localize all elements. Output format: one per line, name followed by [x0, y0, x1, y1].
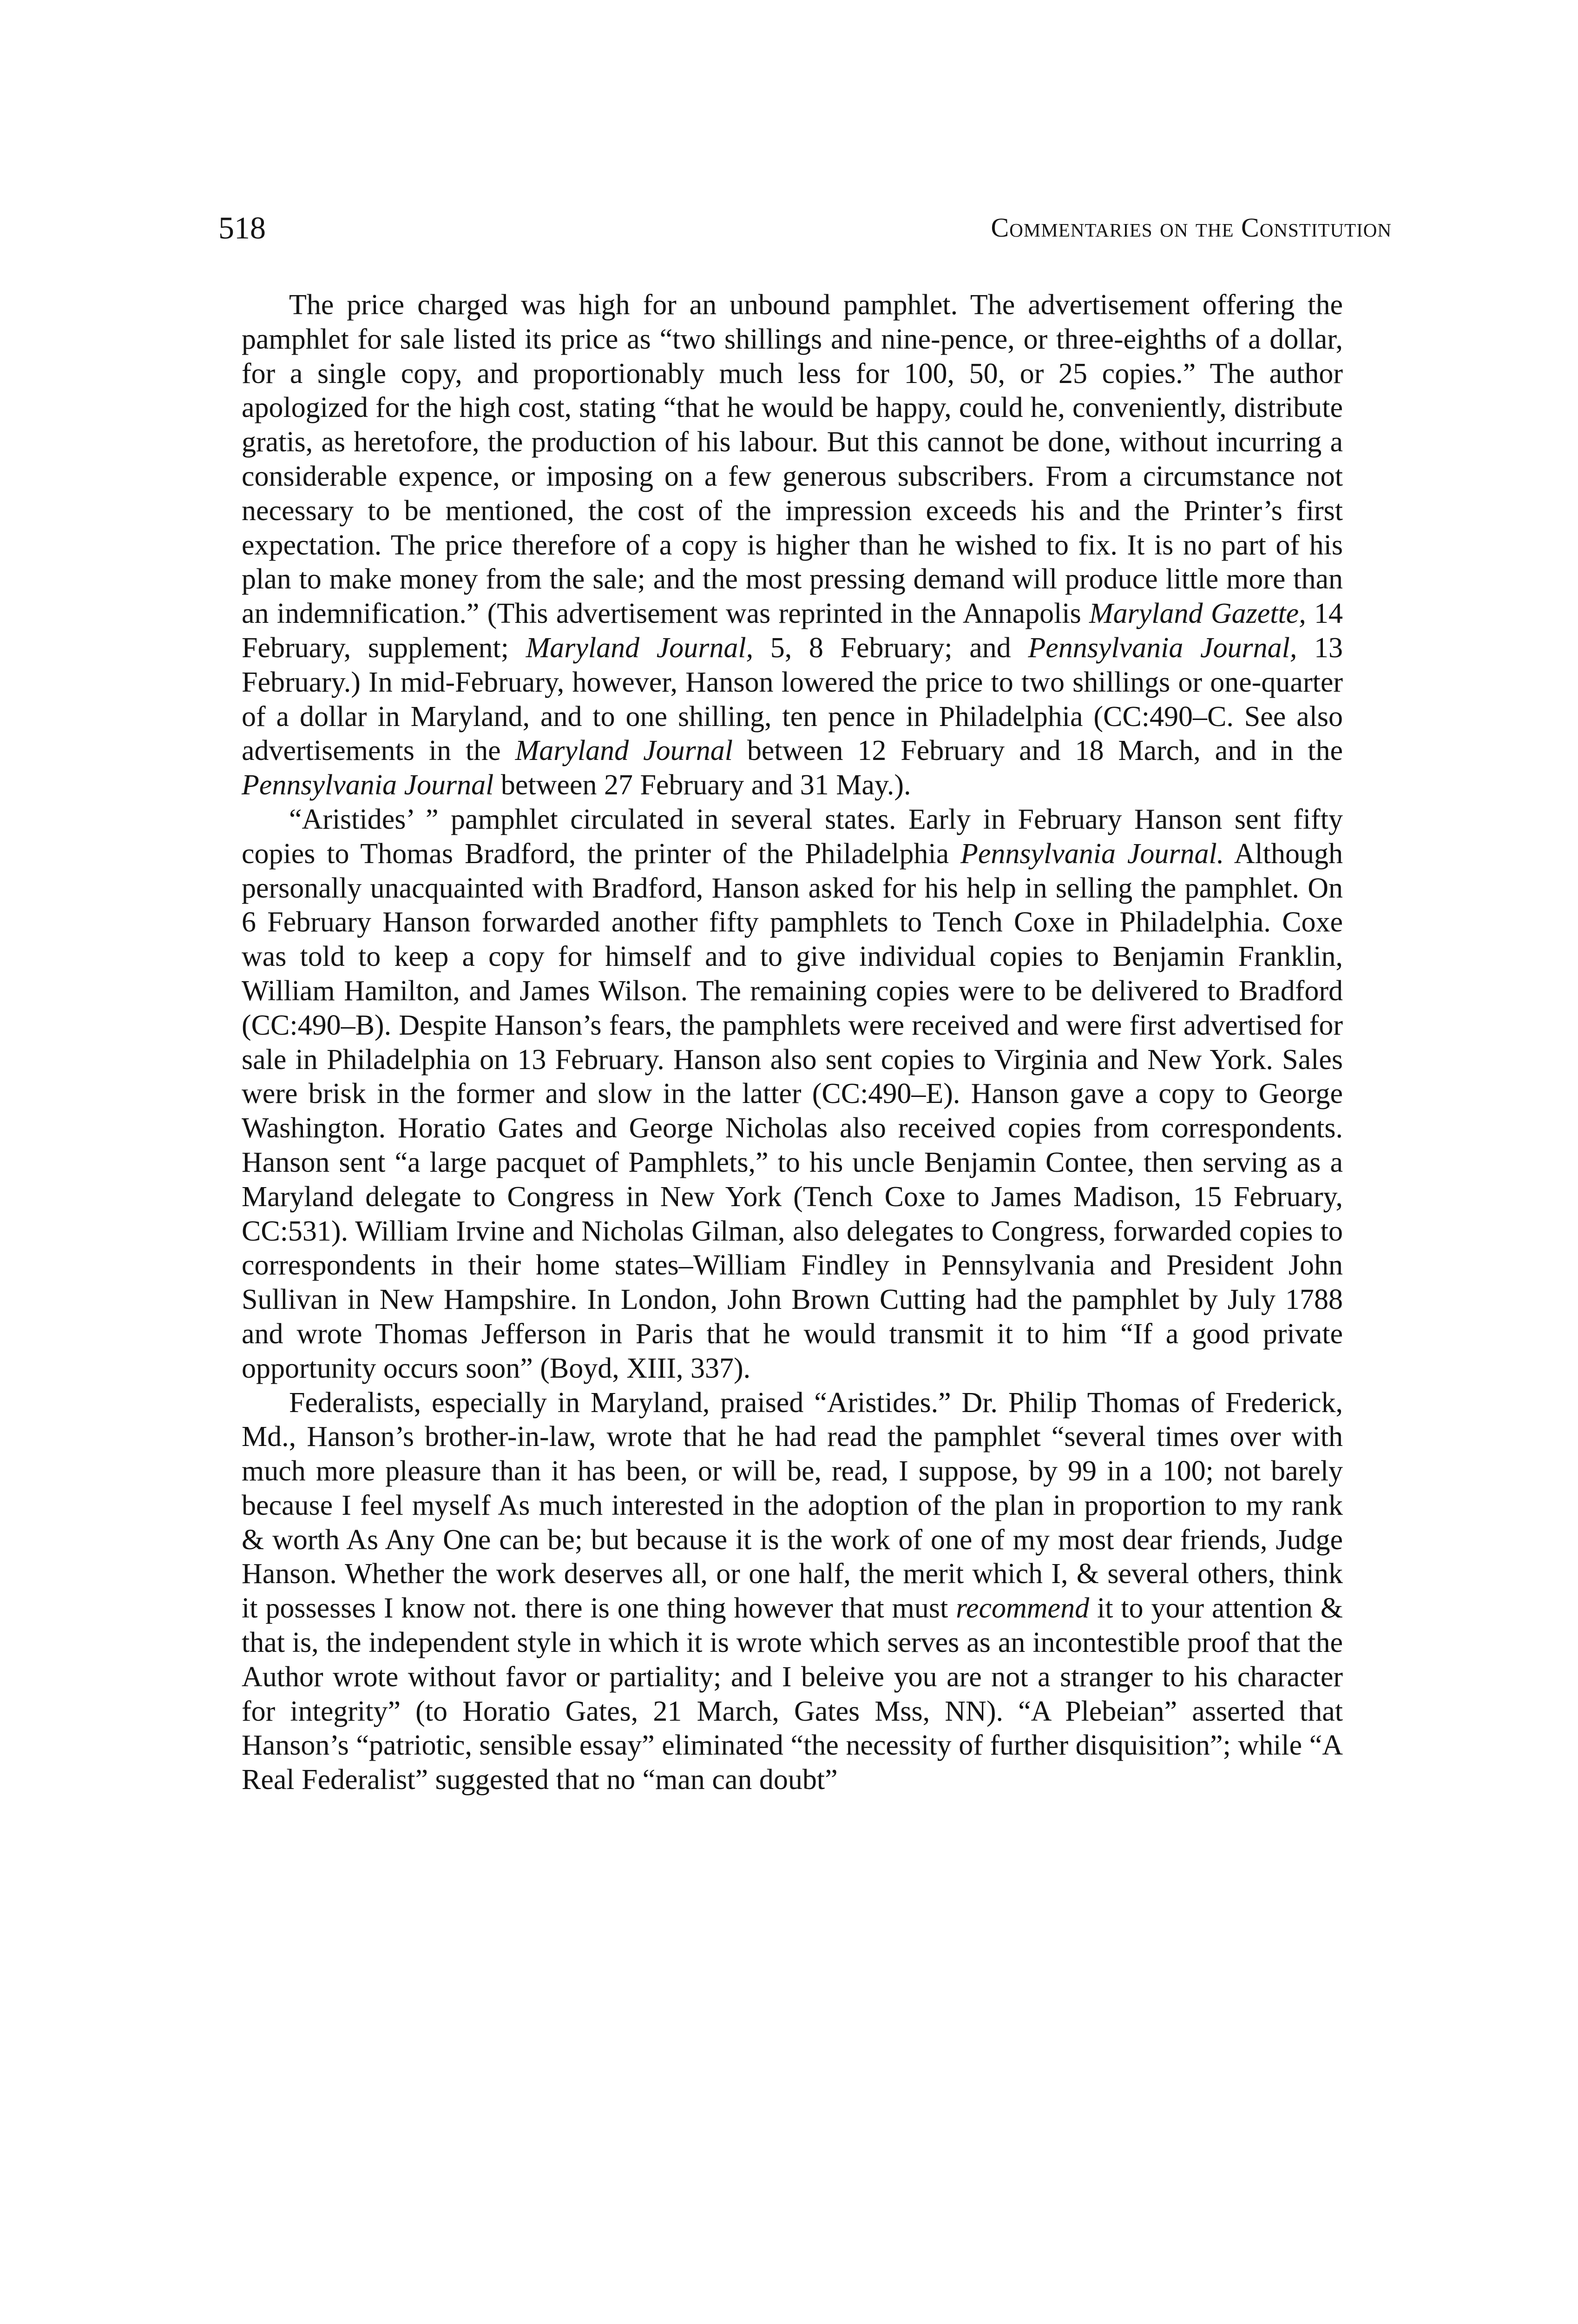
text-segment: 14 February, supplement; [242, 598, 1343, 664]
italic-text-segment: Pennsylvania Journal, [1028, 632, 1297, 664]
text-segment: between 27 February and 31 May.). [493, 769, 911, 801]
page-number: 518 [218, 210, 266, 245]
italic-text-segment: recommend [956, 1592, 1090, 1624]
italic-text-segment: Maryland Gazette, [1089, 598, 1306, 630]
paragraph-price [242, 288, 1343, 803]
italic-text-segment: Maryland Journal [515, 735, 733, 767]
text-segment: between 12 February and 18 March, and in the [732, 735, 1343, 767]
paragraph-praise [242, 1386, 1343, 1798]
text-segment: it to your attention & that is, the independent style in which it is wrote which serves as an incontestible proof that the Author wrote without favor or partiality; and I beleive you are not a stranger to his character for integrity” (to Horatio Gates, 21 March, Gates Mss, NN). “A Plebeian” asserted that Hanson’s “patriotic, sensible essay” eliminated “the necessity of further disquisition”; while “A Real Federalist” suggested that no “man can doubt” [242, 1592, 1343, 1796]
text-segment: The price charged was high for an unbound pamphlet. The advertisement offering the pamphlet for sale listed its price as “two shillings and nine-pence, or three-eighths of a dollar, for a single copy, and proportionably much less for 100, 50, or 25 copies.” The author apologized for the high cost, stating “that he would be happy, could he, conveniently, distribute gratis, as heretofore, the production of his labour. But this cannot be done, without incurring a considerable expence, or imposing on a few generous subscribers. From a circumstance not necessary to be mentioned, the cost of the impression exceeds his and the Printer’s first expectation. The price therefore of a copy is higher than he wished to fix. It is no part of his plan to make money from the sale; and the most pressing demand will produce little more than an indemnification.” (This advertisement was reprinted in the Annapolis [242, 289, 1343, 630]
italic-text-segment: Pennsylvania Journal. [960, 838, 1224, 870]
text-segment: “Aristides’ ” pamphlet circulated in several states. Early in February Hanson sent fifty copies to Thomas Bradford, the printer of the Philadelphia [242, 803, 1343, 870]
text-segment: Federalists, especially in Maryland, praised “Aristides.” Dr. Philip Thomas of Frederick, Md., Hanson’s brother-in-law, wrote that he had read the pamphlet “several times over with much more pleasure than it has been, or will be, read, I suppose, by 99 in a 100; not barely because I feel myself As much interested in the adoption of the plan in proportion to my rank & worth As Any One can be; but because it is the work of one of my most dear friends, Judge Hanson. Whether the work deserves all, or one half, the merit which I, & several others, think it possesses I know not. there is one thing however that must [242, 1386, 1343, 1624]
italic-text-segment: Pennsylvania Journal [242, 769, 494, 801]
italic-text-segment: Maryland Journal, [526, 632, 754, 664]
text-segment: 5, 8 February; and [753, 632, 1028, 664]
page-header [218, 207, 1392, 249]
body-text [242, 288, 1343, 1797]
paragraph-circulation [242, 803, 1343, 1386]
text-segment: Although personally unacquainted with Bradford, Hanson asked for his help in selling the pamphlet. On 6 February Hanson forwarded another fifty pamphlets to Tench Coxe in Philadelphia. Coxe was told to keep a copy for himself and to give individual copies to Benjamin Franklin, William Hamilton, and James Wilson. The remaining copies were to be delivered to Bradford (CC:490–B). Despite Hanson’s fears, the pamphlets were received and were first advertised for sale in Philadelphia on 13 February. Hanson also sent copies to Virginia and New York. Sales were brisk in the former and slow in the latter (CC:490–E). Hanson gave a copy to George Washington. Horatio Gates and George Nicholas also received copies from correspondents. Hanson sent “a large pacquet of Pamphlets,” to his uncle Benjamin Contee, then serving as a Maryland delegate to Congress in New York (Tench Coxe to James Madison, 15 February, CC:531). William Irvine and Nicholas Gilman, also delegates to Congress, forwarded copies to correspondents in their home states–William Findley in Pennsylvania and President John Sullivan in New Hampshire. In London, John Brown Cutting had the pamphlet by July 1788 and wrote Thomas Jefferson in Paris that he would transmit it to him “If a good private opportunity occurs soon” (Boyd, XIII, 337). [242, 838, 1343, 1384]
text-segment: 13 February.) In mid-February, however, Hanson lowered the price to two shillings or one-quarter of a dollar in Maryland, and to one shilling, ten pence in Philadelphia (CC:490–C. See also advertisements in the [242, 632, 1343, 767]
running-head: Commentaries on the Constitution [991, 212, 1392, 243]
